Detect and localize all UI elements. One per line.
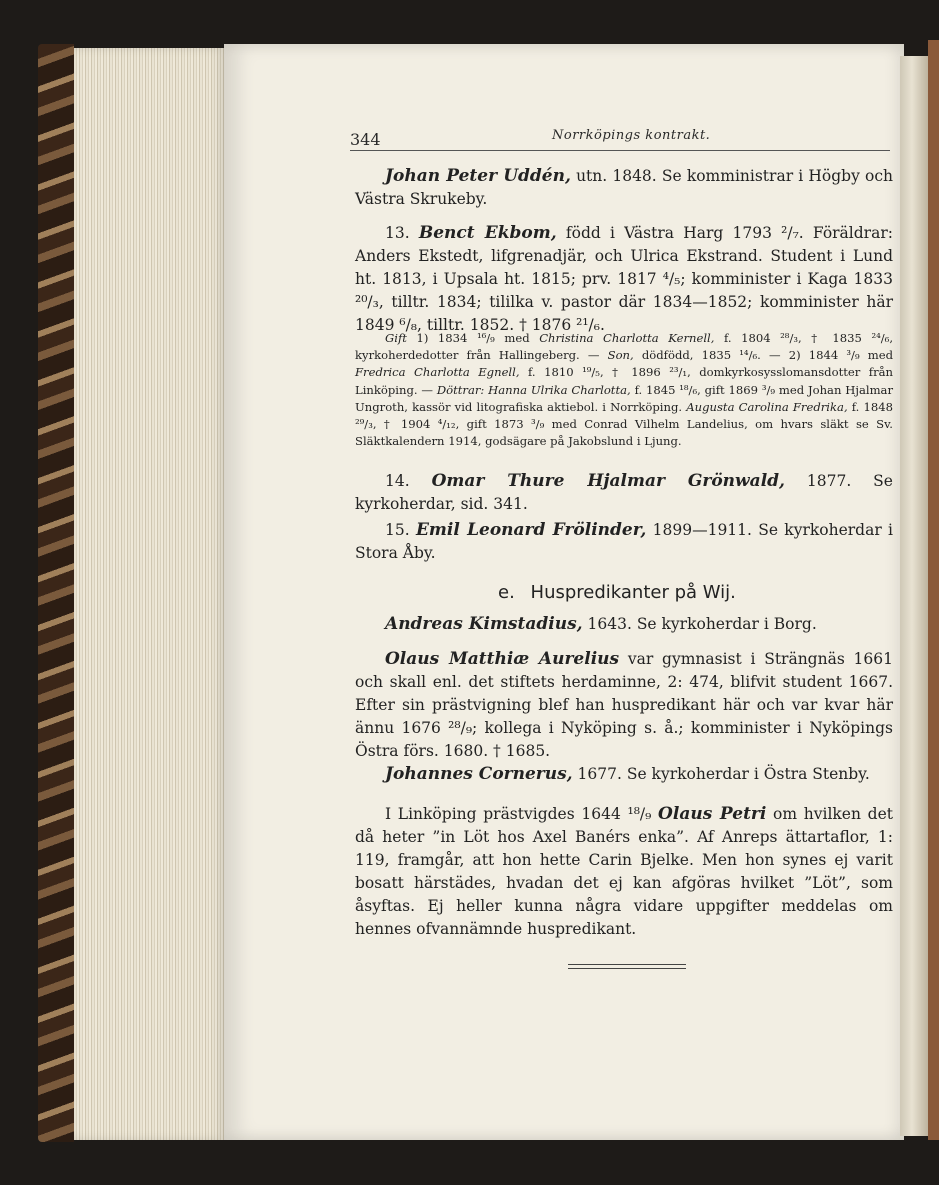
person-name: Olaus Matthiæ Aurelius (385, 649, 620, 669)
entry-text: 1899—1911. Se kyrkoherdar i Stora Åby. (355, 521, 893, 562)
page-number: 344 (350, 130, 381, 149)
running-title: Norrköpings kontrakt. (552, 128, 711, 143)
entry-aurelius (355, 648, 893, 763)
closing-paragraph (355, 803, 893, 941)
entry-text: 1877. Se kyrkoherdar, sid. 341. (355, 472, 893, 513)
entry-text: var gymnasist i Strängnäs 1661 och skall enl. det stiftets herdaminne, 2: 474, blifvit student 1667. Efter sin prästvigning blef han huspredikant här och var kvar här ännu 1676 ²⁸/₉; kollega i Nyköping s. å.; komminister i Nyköpings Östra förs. 1680. † 1685. (355, 650, 893, 760)
daughters-label: Döttrar: (436, 382, 485, 397)
entry-ekbom (355, 222, 893, 337)
entry-text: född i Västra Harg 1793 ²/₇. Föräldrar: Anders Ekstedt, lifgrenadjär, och Ulrica Ekstrand. Student i Lund ht. 1813, i Upsala ht. 1815; prv. 1817 ⁴/₅; komminister i Kaga 1833 ²⁰/₃, tilltr. 1834; tililka v. pastor där 1834—1852; komminister här 1849 ⁶/₈, tilltr. 1852. † 1876 ²¹/₆. (355, 224, 893, 334)
person-name: Johannes Cornerus, (385, 764, 573, 784)
right-page-edges (900, 56, 930, 1136)
page-edges (74, 48, 226, 1140)
daughter-name: Hanna Ulrika Charlotta, (488, 382, 631, 397)
person-name: Johan Peter Uddén, (385, 166, 571, 186)
section-title: Huspredikanter på Wij. (530, 582, 736, 603)
entry-text: 1677. Se kyrkoherdar i Östra Stenby. (577, 765, 870, 783)
text-segment: I Linköping prästvigdes 1644 ¹⁸/₉ (385, 805, 652, 823)
entry-number: 13. (385, 224, 410, 242)
entry-number: 15. (385, 521, 410, 539)
person-name: Benct Ekbom, (418, 223, 557, 243)
page-header (350, 128, 890, 151)
book-spine (38, 44, 74, 1142)
person-name: Andreas Kimstadius, (385, 614, 583, 634)
text-segment: om hvilken det då heter ”in Löt hos Axel Banérs enka”. Af Anreps ättartaflor, 1: 119, framgår, att hon hette Carin Bjelke. Men hon synes ej varit bosatt härstädes, hvadan det ej kan afgöras hvilket ”Löt”, som åsyftas. Ej heller kunna några vidare uppgifter meddelas om hennes ofvannämnde huspredikant. (355, 805, 893, 938)
entry-ekbom-family (355, 330, 893, 450)
entry-cornerus (355, 763, 893, 786)
entry-gronwald (355, 470, 893, 516)
spouse-name: Christina Charlotta Kernell, (539, 331, 715, 345)
text-segment: f. 1845 ¹⁸/₆, gift 1869 ³/₉ med Johan Hjalmar Ungroth, kassör vid litografiska aktiebol. i Norrköping. (355, 382, 894, 414)
entry-text: 1643. Se kyrkoherdar i Borg. (587, 615, 817, 633)
gift-label: Gift (385, 331, 407, 345)
entry-kimstadius (355, 613, 893, 636)
text-segment: 1) 1834 ¹⁶/₉ med (416, 331, 530, 345)
section-letter: e. (498, 582, 515, 603)
book-cover-edge (928, 40, 939, 1140)
end-rule (568, 964, 686, 965)
section-heading (498, 582, 736, 603)
person-name: Omar Thure Hjalmar Grönwald, (431, 471, 785, 491)
person-name: Olaus Petri (658, 804, 767, 824)
daughter-name: Augusta Carolina Fredrika, (686, 399, 848, 414)
text-segment: dödfödd, 1835 ¹⁴/₆. — 2) 1844 ³/₉ med (641, 348, 894, 363)
entry-udden (355, 165, 893, 211)
text-segment: f. 1848 ²⁹/₃, † 1904 ⁴/₁₂, gift 1873 ³/₉ med Conrad Vilhelm Landelius, om hvars släkt se Sv. Släktkalendern 1914, godsägare på Jakobslund i Ljung. (355, 399, 893, 449)
entry-number: 14. (385, 472, 410, 490)
text-segment: f. 1804 ²⁸/₃, † 1835 ²⁴/₆, kyrkoherdedotter från Hallingeberg. — (355, 331, 894, 363)
son-label: Son, (607, 348, 634, 363)
text-segment: f. 1810 ¹⁹/₅, † 1896 ²³/₁, domkyrkosysslomansdotter från Linköping. — (355, 365, 894, 397)
spouse-name: Fredrica Charlotta Egnell, (355, 365, 520, 380)
end-rule (568, 968, 686, 969)
entry-text: utn. 1848. Se komministrar i Högby och Västra Skrukeby. (355, 167, 893, 208)
entry-frolinder (355, 519, 893, 565)
person-name: Emil Leonard Frölinder, (415, 520, 647, 540)
